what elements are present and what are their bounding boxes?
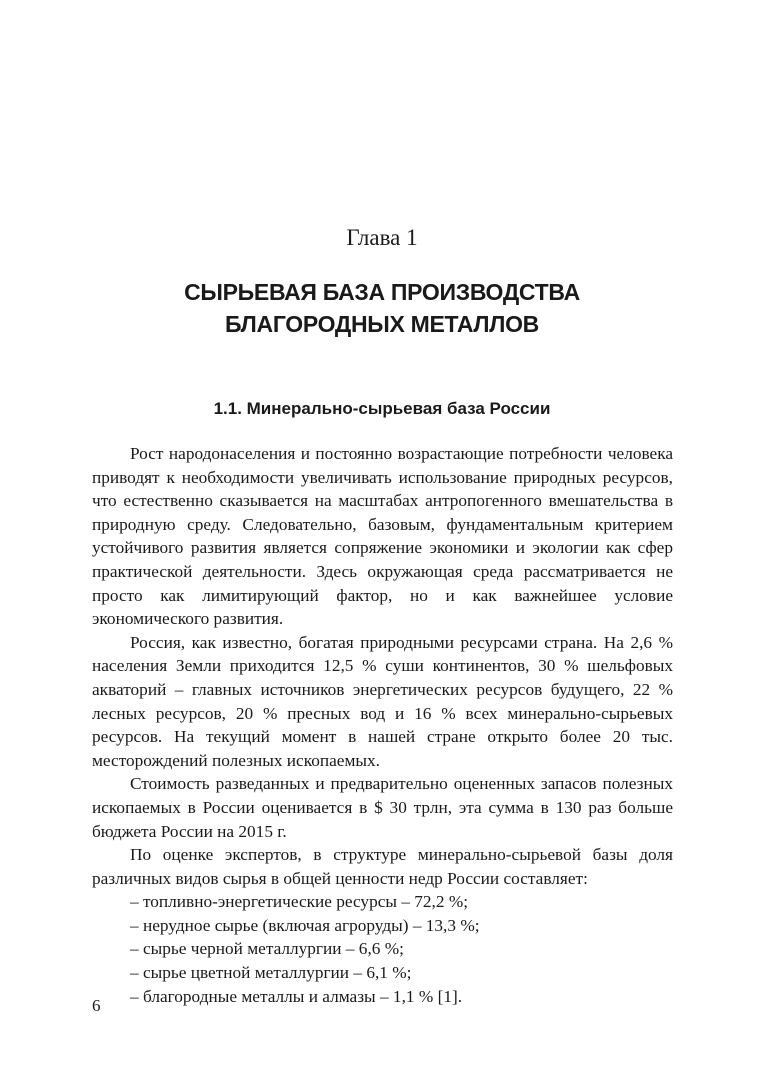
list-item: – нерудное сырье (включая агроруды) – 13,3 %; bbox=[130, 915, 480, 935]
list-item: – сырье цветной металлургии – 6,1 %; bbox=[130, 963, 412, 983]
paragraph-1: Рост народонаселения и постоянно возрастающие потребности человека приводят к необходимости увеличивать использование природных ресурсов, что естественно сказывается на масштабах антропогенного вмешательства в природную среду. Следовательно, базовым, фундаментальным критерием устойчивого развития является сопряжение экономики и экологии как сфер практической деятельности. Здесь окружающая среда рассматривается не просто как лимитирующий фактор, но и как важнейшее условие экономического развития. bbox=[92, 444, 673, 629]
chapter-title bbox=[0, 276, 764, 340]
section-heading: 1.1. Минерально-сырьевая база России bbox=[213, 399, 551, 418]
paragraph-4: По оценке экспертов, в структуре минерально-сырьевой базы доля различных видов сырья в общей ценности недр России составляет: bbox=[92, 845, 673, 888]
chapter-label: Глава 1 bbox=[346, 225, 418, 250]
chapter-title-line-2: БЛАГОРОДНЫХ МЕТАЛЛОВ bbox=[225, 311, 539, 337]
body-text bbox=[92, 442, 673, 1008]
list-item: – сырье черной металлургии – 6,6 %; bbox=[130, 939, 404, 959]
paragraph-3: Стоимость разведанных и предварительно оцененных запасов полезных ископаемых в России оценивается в $ 30 трлн, эта сумма в 130 раз больше бюджета России на 2015 г. bbox=[92, 774, 673, 841]
chapter-title-line-1: СЫРЬЕВАЯ БАЗА ПРОИЗВОДСТВА bbox=[184, 279, 580, 305]
paragraph-2: Россия, как известно, богатая природными ресурсами страна. На 2,6 % населения Земли приходится 12,5 % суши континентов, 30 % шельфовых акваторий – главных источников энергетических ресурсов будущего, 22 % лесных ресурсов, 20 % пресных вод и 16 % всех минерально-сырьевых ресурсов. На текущий момент в нашей стране открыто более 20 тыс. месторождений полезных ископаемых. bbox=[92, 632, 673, 770]
list-item: – топливно-энергетические ресурсы – 72,2 %; bbox=[130, 892, 469, 912]
resource-list bbox=[92, 890, 673, 1008]
page-number: 6 bbox=[92, 996, 101, 1015]
list-item: – благородные металлы и алмазы – 1,1 % [1]. bbox=[130, 986, 463, 1006]
